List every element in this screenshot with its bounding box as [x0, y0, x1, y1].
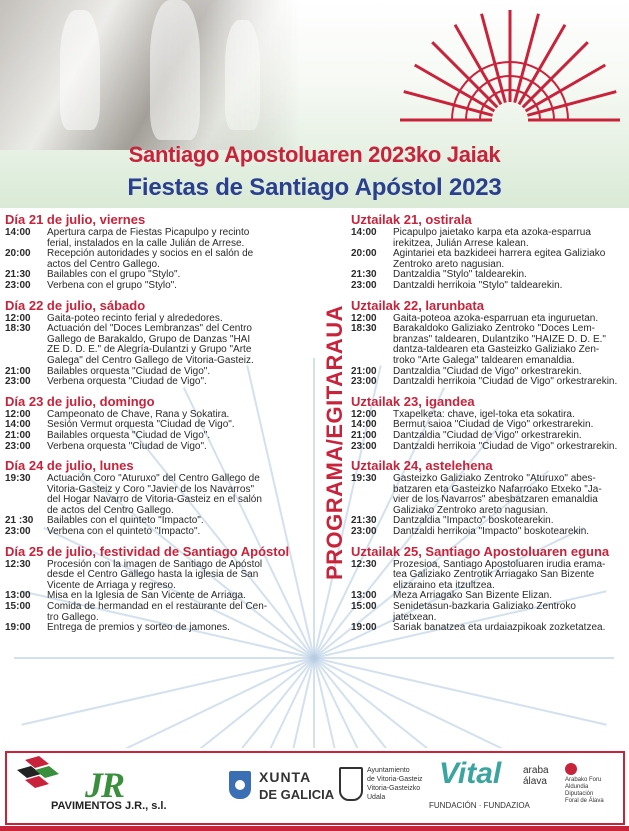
event-description	[47, 527, 287, 538]
xunta-line2: DE GALICIA	[259, 787, 335, 802]
event-line: Bailables orquesta "Ciudad de Vigo".	[47, 429, 211, 441]
event-time: 19:30	[351, 473, 377, 485]
event-time: 23:00	[5, 440, 31, 452]
event-time: 12:00	[5, 408, 31, 420]
ayto-line2: de Vitoria-Gasteiz	[367, 776, 423, 783]
event-description	[47, 442, 287, 453]
event-line: Meza Arriagako San Bizente Elizan.	[393, 590, 552, 602]
diputacion-line2: Aldundia	[565, 784, 589, 790]
event-row	[351, 377, 629, 388]
event-line: Gaita-poteo recinto ferial y alrededores.	[47, 312, 223, 324]
event-line: Comida de hermandad en el restaurante del Cen-	[47, 601, 268, 613]
event-description	[393, 324, 629, 366]
event-row	[5, 474, 287, 516]
event-time: 12:30	[5, 558, 31, 570]
day-heading: Uztailak 21, ostirala	[351, 212, 472, 227]
scallop-shell-icon	[390, 0, 629, 130]
event-time: 20:00	[5, 248, 31, 260]
event-line: tro Gallego.	[47, 611, 99, 623]
event-description	[47, 623, 287, 634]
event-time: 14:00	[351, 227, 377, 238]
xunta-line1: XUNTA	[259, 769, 312, 785]
day-block	[351, 394, 629, 452]
event-line: Prozesioa, Santiago Apostoluaren irudia erama-	[393, 558, 606, 570]
event-row	[5, 249, 287, 270]
title-spanish: Fiestas de Santiago Apóstol 2023	[127, 174, 502, 201]
ayuntamiento-shield-icon	[339, 767, 363, 801]
event-line: Procesión con la imagen de Santiago de Apóstol	[47, 558, 263, 570]
poster-header	[0, 0, 629, 208]
event-line: Misa en la Iglesia de San Vicente de Arriaga.	[47, 590, 246, 602]
event-description	[47, 602, 287, 623]
title-basque: Santiago Apostoluaren 2023ko Jaiak	[128, 142, 501, 167]
event-line: Entrega de premios y sorteo de jamones.	[47, 622, 230, 634]
event-row	[351, 228, 629, 249]
program-vertical-label: PROGRAMA/EGITARAUA	[322, 304, 347, 580]
basque-program-column	[351, 212, 629, 640]
day-heading: Día 21 de julio, viernes	[5, 212, 146, 227]
event-time: 21:00	[5, 429, 31, 441]
event-line: Barakaldoko Galiziako Zentroko "Doces Lem-	[393, 323, 595, 335]
day-heading: Uztailak 22, larunbata	[351, 297, 484, 313]
event-line: Dantzaldia "Ciudad de Vigo" orkestrarekin.	[393, 365, 582, 377]
event-line: tea Galiziako Zentrotik Arriagako San Bizente	[393, 569, 595, 581]
event-row	[5, 602, 287, 623]
event-time: 21:30	[351, 269, 377, 281]
event-time: 21:00	[351, 365, 377, 377]
event-time: 21 :30	[5, 515, 34, 527]
event-time: 21:00	[5, 365, 31, 377]
event-line: Dantzaldi herrikoia "Impacto" boskotearekin.	[393, 526, 590, 538]
event-row	[351, 474, 629, 516]
event-line: troko "Arte Galega" taldearen emanaldia.	[393, 354, 575, 366]
event-time: 21:30	[351, 515, 377, 527]
pavimentos-initials: JR	[85, 765, 124, 805]
event-description	[393, 442, 629, 453]
event-row	[5, 527, 287, 538]
event-description	[393, 623, 629, 634]
event-description	[393, 249, 629, 270]
event-description	[47, 474, 287, 516]
event-row	[351, 602, 629, 623]
event-description	[47, 560, 287, 592]
araba-logo	[523, 765, 563, 805]
event-line: elizaraino eta itzultzea.	[393, 579, 495, 591]
event-description	[47, 431, 287, 442]
event-description	[47, 281, 287, 292]
event-row	[5, 623, 287, 634]
event-row	[351, 560, 629, 592]
event-time: 15:00	[5, 601, 31, 613]
day-block	[351, 212, 629, 292]
vital-logo	[425, 757, 530, 817]
event-time: 13:00	[5, 590, 31, 602]
event-time: 19:00	[351, 622, 377, 634]
day-heading: Día 23 de julio, domingo	[5, 393, 155, 409]
event-line: Gaita-poteoa azoka-esparruan eta inguruetan.	[393, 312, 599, 324]
event-time: 18:30	[351, 323, 377, 335]
day-heading: Uztailak 25, Santiago Apostoluaren eguna	[351, 543, 610, 559]
event-row	[5, 442, 287, 453]
event-row	[5, 560, 287, 592]
diputacion-line4: Foral de Álava	[565, 798, 604, 804]
event-line: Dantzaldi herrikoia "Stylo" taldearekin.	[393, 279, 563, 291]
vital-sub: FUNDACIÓN · FUNDAZIOA	[429, 801, 530, 810]
event-row	[351, 527, 629, 538]
diputacion-emblem-icon	[565, 763, 577, 775]
day-block	[5, 543, 290, 634]
event-line: branzas" taldearen, Dulantziko "HAIZE D. D. E."	[393, 333, 606, 345]
pavimentos-logo	[15, 756, 205, 818]
diputacion-line1: Arabako Foru	[565, 777, 602, 783]
spanish-program-column	[5, 212, 290, 640]
diputacion-line3: Diputación	[565, 791, 594, 797]
event-line: desde el Centro Gallego hasta la iglesia de San	[47, 569, 259, 581]
vital-name: Vital	[439, 757, 502, 790]
event-time: 23:00	[5, 526, 31, 538]
event-line: Gallego de Barakaldo, Grupo de Danzas "HAI	[47, 333, 251, 345]
ayto-line4: Udala	[367, 794, 386, 801]
day-heading: Día 22 de julio, sábado	[5, 297, 146, 313]
diputacion-logo	[565, 763, 619, 817]
pavimentos-tiles-icon	[15, 756, 63, 792]
event-line: ferial, instalados en la calle Julián de Arrese.	[47, 237, 245, 249]
event-description	[47, 377, 287, 388]
event-time: 23:00	[351, 279, 377, 291]
event-description	[393, 431, 629, 442]
event-time: 23:00	[351, 376, 377, 388]
day-block	[351, 458, 629, 538]
day-heading: Día 25 de julio, festividad de Santiago Apóstol	[5, 543, 290, 559]
event-description	[47, 228, 287, 249]
event-line: Dantzaldi herrikoia "Ciudad de Vigo" orkestrarekin.	[393, 440, 618, 452]
event-time: 19:30	[5, 473, 31, 485]
event-line: Bailables con el grupo "Stylo".	[47, 269, 181, 281]
event-description	[393, 527, 629, 538]
event-line: Vicente de Arriaga y regreso.	[47, 579, 176, 591]
event-line: Verbena orquesta "Ciudad de Vigo".	[47, 440, 207, 452]
event-description	[47, 249, 287, 270]
xunta-logo	[229, 767, 337, 811]
event-time: 13:00	[351, 590, 377, 602]
event-row	[5, 431, 287, 442]
event-line: Picapulpo jaietako karpa eta azoka-esparrua	[393, 227, 591, 238]
event-line: Apertura carpa de Fiestas Picapulpo y recinto	[47, 227, 250, 238]
event-time: 12:30	[351, 558, 377, 570]
event-time: 23:00	[351, 440, 377, 452]
event-line: dantza-taldearen eta Gasteizko Galiziako Zen-	[393, 344, 600, 356]
event-line: irekitzea, Julián Arrese kalean.	[393, 237, 529, 249]
statue-photo	[0, 0, 300, 150]
event-line: Sariak banatzea eta urdaiazpikoak zozketatzea.	[393, 622, 606, 634]
event-description	[393, 377, 629, 388]
event-line: Campeonato de Chave, Rana y Sokatira.	[47, 408, 230, 420]
event-row	[5, 377, 287, 388]
event-line: jatetxean.	[393, 611, 437, 623]
event-time: 12:00	[351, 312, 377, 324]
event-time: 14:00	[5, 227, 31, 238]
event-time: 14:00	[5, 419, 31, 431]
event-description	[393, 602, 629, 623]
event-time: 19:00	[5, 622, 31, 634]
ayto-line3: Vitoria-Gasteizko	[367, 785, 421, 792]
event-line: Verbena con el quinteto "Impacto".	[47, 526, 201, 538]
event-description	[393, 474, 629, 516]
event-row	[351, 623, 629, 634]
event-time: 20:00	[351, 248, 377, 260]
event-time: 15:00	[351, 601, 377, 613]
day-heading: Uztailak 24, astelehena	[351, 458, 493, 474]
event-time: 23:00	[351, 526, 377, 538]
event-time: 21:30	[5, 269, 31, 281]
event-description	[393, 281, 629, 292]
day-block	[351, 298, 629, 388]
bottom-red-bar	[0, 826, 629, 831]
day-block	[351, 544, 629, 634]
xunta-emblem-icon	[229, 771, 251, 799]
event-line: Verbena con el grupo "Stylo".	[47, 279, 177, 291]
event-row	[5, 324, 287, 366]
event-line: Galega" del Centro Gallego de Vitoria-Gasteiz.	[47, 354, 254, 366]
event-row	[5, 281, 287, 292]
event-line: Verbena orquesta "Ciudad de Vigo".	[47, 376, 207, 388]
event-line: Dantzaldia "Ciudad de Vigo" orkestrarekin.	[393, 429, 582, 441]
event-line: batzaren eta Gasteizko Nafarroako Etxeko "Ja-	[393, 483, 602, 495]
event-line: actos del Centro Gallego.	[47, 258, 160, 270]
day-heading: Uztailak 23, igandea	[351, 393, 475, 409]
event-row	[5, 228, 287, 249]
event-line: Dantzaldi herrikoia "Ciudad de Vigo" orkestrarekin.	[393, 376, 618, 388]
event-line: del Hogar Navarro de Vitoria-Gasteiz en el salón	[47, 494, 262, 506]
event-line: ZE D. D. E." de Alegría-Dulantzi y Grupo "Arte	[47, 344, 252, 356]
sponsors-footer	[5, 751, 625, 825]
day-block	[5, 212, 287, 292]
event-time: 12:00	[351, 408, 377, 420]
ayto-line1: Ayuntamiento	[367, 767, 410, 774]
event-row	[351, 281, 629, 292]
event-time: 23:00	[5, 279, 31, 291]
event-row	[351, 442, 629, 453]
event-line: Agintariei eta bazkideei harrera egitea Galiziako	[393, 248, 606, 260]
araba-line1: araba	[523, 765, 549, 776]
event-line: de actos del Centro Gallego.	[47, 504, 174, 516]
day-block	[5, 458, 287, 538]
event-row	[351, 249, 629, 270]
event-line: Recepción autoridades y socios en el salón de	[47, 248, 254, 260]
event-description	[393, 228, 629, 249]
event-line: Dantzaldia "Stylo" taldearekin.	[393, 269, 527, 281]
event-line: Senidetasun-bazkaria Galiziako Zentroko	[393, 601, 576, 613]
event-line: Zentroko areto nagusian.	[393, 258, 505, 270]
araba-line2: álava	[523, 776, 547, 787]
day-block	[5, 394, 287, 452]
event-line: vier de los Navarros" abesbatzaren emanaldia	[393, 494, 598, 506]
event-time: 23:00	[5, 376, 31, 388]
event-line: Bailables con el quinteto "Impacto".	[47, 515, 204, 527]
event-row	[351, 324, 629, 366]
pavimentos-name: PAVIMENTOS J.R., s.l.	[51, 800, 167, 812]
event-line: Vitoria-Gasteiz y Coro "Javier de los Navarros"	[47, 483, 254, 495]
day-block	[5, 298, 287, 388]
event-line: Galiziako Zentroko areto nagusian.	[393, 504, 549, 516]
event-line: Sesión Vermut orquesta "Ciudad de Vigo".	[47, 419, 235, 431]
event-row	[351, 431, 629, 442]
event-description	[47, 324, 287, 366]
event-description	[393, 560, 629, 592]
day-heading: Día 24 de julio, lunes	[5, 458, 134, 474]
event-time: 12:00	[5, 312, 31, 324]
event-line: Dantzaldia "Impacto" boskotearekin.	[393, 515, 554, 527]
event-time: 21:00	[351, 429, 377, 441]
event-line: Bermut saioa "Ciudad de Vigo" orkestrarekin.	[393, 419, 594, 431]
event-line: Txapelketa: chave, igel-toka eta sokatira.	[393, 408, 575, 420]
event-line: Actuación Coro "Aturuxo" del Centro Gallego de	[47, 473, 260, 485]
ayuntamiento-logo	[339, 765, 431, 815]
event-line: Bailables orquesta "Ciudad de Vigo".	[47, 365, 211, 377]
event-line: Gasteizko Galiziako Zentroko "Aturuxo" abes-	[393, 473, 596, 485]
event-line: Actuación del "Doces Lembranzas" del Centro	[47, 323, 252, 335]
event-time: 14:00	[351, 419, 377, 431]
event-time: 18:30	[5, 323, 31, 335]
